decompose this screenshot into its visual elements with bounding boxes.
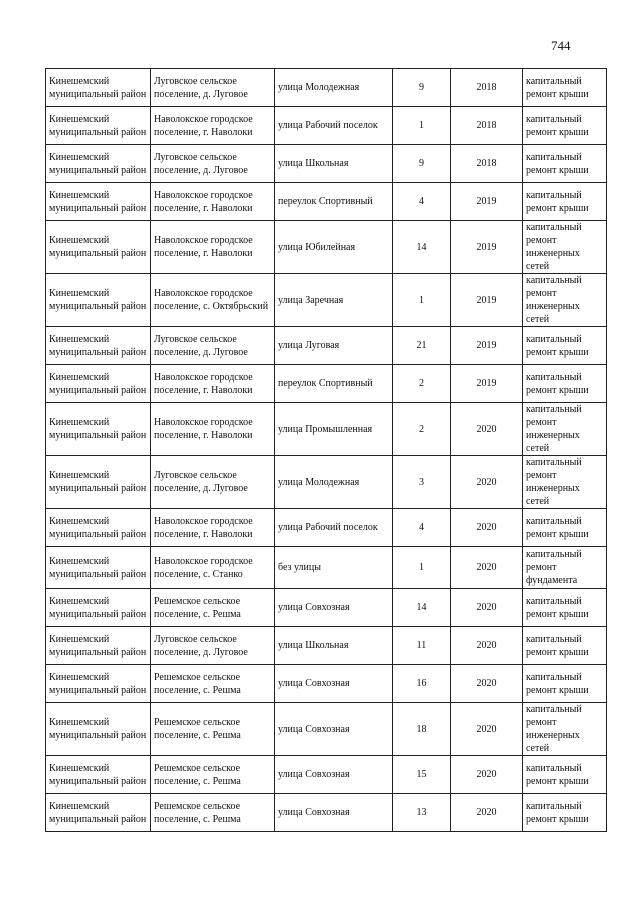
street-cell: улица Школьная: [275, 627, 393, 665]
house-number-cell: 11: [393, 627, 451, 665]
settlement-cell: Наволокское городское поселение, г. Наволоки: [151, 365, 275, 403]
settlement-cell: Луговское сельское поселение, д. Луговое: [151, 327, 275, 365]
district-cell: Кинешемский муниципальный район: [46, 145, 151, 183]
district-cell: Кинешемский муниципальный район: [46, 589, 151, 627]
settlement-cell: Решемское сельское поселение, с. Решма: [151, 589, 275, 627]
settlement-cell: Решемское сельское поселение, с. Решма: [151, 794, 275, 832]
district-cell: Кинешемский муниципальный район: [46, 756, 151, 794]
table-row: [46, 365, 607, 403]
work-type-cell: капитальный ремонт инженерных сетей: [523, 221, 607, 274]
settlement-cell: Решемское сельское поселение, с. Решма: [151, 665, 275, 703]
year-cell: 2020: [451, 627, 523, 665]
year-cell: 2020: [451, 509, 523, 547]
page-number: 744: [551, 38, 571, 53]
house-number-cell: 3: [393, 456, 451, 509]
year-cell: 2019: [451, 274, 523, 327]
table-row: [46, 107, 607, 145]
year-cell: 2020: [451, 665, 523, 703]
house-number-cell: 18: [393, 703, 451, 756]
district-cell: Кинешемский муниципальный район: [46, 221, 151, 274]
year-cell: 2018: [451, 69, 523, 107]
settlement-cell: Решемское сельское поселение, с. Решма: [151, 703, 275, 756]
year-cell: 2020: [451, 403, 523, 456]
street-cell: улица Заречная: [275, 274, 393, 327]
settlement-cell: Наволокское городское поселение, г. Наволоки: [151, 107, 275, 145]
work-type-cell: капитальный ремонт крыши: [523, 509, 607, 547]
house-number-cell: 14: [393, 589, 451, 627]
year-cell: 2018: [451, 107, 523, 145]
table-row: [46, 794, 607, 832]
year-cell: 2020: [451, 794, 523, 832]
street-cell: улица Луговая: [275, 327, 393, 365]
district-cell: Кинешемский муниципальный район: [46, 547, 151, 589]
street-cell: улица Юбилейная: [275, 221, 393, 274]
street-cell: без улицы: [275, 547, 393, 589]
house-number-cell: 9: [393, 69, 451, 107]
year-cell: 2020: [451, 703, 523, 756]
house-number-cell: 4: [393, 183, 451, 221]
work-type-cell: капитальный ремонт инженерных сетей: [523, 274, 607, 327]
settlement-cell: Наволокское городское поселение, г. Наволоки: [151, 403, 275, 456]
settlement-cell: Наволокское городское поселение, с. Октябрьский: [151, 274, 275, 327]
table-body: [46, 69, 607, 832]
street-cell: улица Рабочий поселок: [275, 509, 393, 547]
district-cell: Кинешемский муниципальный район: [46, 274, 151, 327]
table-row: [46, 665, 607, 703]
table-row: [46, 69, 607, 107]
house-number-cell: 16: [393, 665, 451, 703]
table-row: [46, 221, 607, 274]
district-cell: Кинешемский муниципальный район: [46, 365, 151, 403]
settlement-cell: Луговское сельское поселение, д. Луговое: [151, 456, 275, 509]
district-cell: Кинешемский муниципальный район: [46, 69, 151, 107]
work-type-cell: капитальный ремонт крыши: [523, 589, 607, 627]
district-cell: Кинешемский муниципальный район: [46, 703, 151, 756]
district-cell: Кинешемский муниципальный район: [46, 627, 151, 665]
street-cell: улица Совхозная: [275, 703, 393, 756]
district-cell: Кинешемский муниципальный район: [46, 327, 151, 365]
year-cell: 2019: [451, 183, 523, 221]
house-number-cell: 4: [393, 509, 451, 547]
settlement-cell: Решемское сельское поселение, с. Решма: [151, 756, 275, 794]
table-row: [46, 183, 607, 221]
table-row: [46, 589, 607, 627]
district-cell: Кинешемский муниципальный район: [46, 183, 151, 221]
work-type-cell: капитальный ремонт крыши: [523, 183, 607, 221]
house-number-cell: 1: [393, 547, 451, 589]
street-cell: улица Молодежная: [275, 69, 393, 107]
house-number-cell: 21: [393, 327, 451, 365]
work-type-cell: капитальный ремонт инженерных сетей: [523, 456, 607, 509]
street-cell: улица Совхозная: [275, 589, 393, 627]
work-type-cell: капитальный ремонт фундамента: [523, 547, 607, 589]
street-cell: переулок Спортивный: [275, 183, 393, 221]
settlement-cell: Наволокское городское поселение, г. Наволоки: [151, 509, 275, 547]
work-type-cell: капитальный ремонт крыши: [523, 365, 607, 403]
year-cell: 2020: [451, 756, 523, 794]
work-type-cell: капитальный ремонт крыши: [523, 756, 607, 794]
house-number-cell: 2: [393, 365, 451, 403]
street-cell: улица Совхозная: [275, 794, 393, 832]
district-cell: Кинешемский муниципальный район: [46, 403, 151, 456]
year-cell: 2019: [451, 327, 523, 365]
house-number-cell: 15: [393, 756, 451, 794]
settlement-cell: Луговское сельское поселение, д. Луговое: [151, 145, 275, 183]
settlement-cell: Луговское сельское поселение, д. Луговое: [151, 69, 275, 107]
housing-repair-table: [45, 68, 607, 832]
table-row: [46, 145, 607, 183]
work-type-cell: капитальный ремонт инженерных сетей: [523, 703, 607, 756]
street-cell: улица Совхозная: [275, 756, 393, 794]
settlement-cell: Наволокское городское поселение, г. Наволоки: [151, 221, 275, 274]
house-number-cell: 1: [393, 107, 451, 145]
work-type-cell: капитальный ремонт крыши: [523, 665, 607, 703]
street-cell: улица Промышленная: [275, 403, 393, 456]
settlement-cell: Луговское сельское поселение, д. Луговое: [151, 627, 275, 665]
house-number-cell: 2: [393, 403, 451, 456]
work-type-cell: капитальный ремонт крыши: [523, 327, 607, 365]
year-cell: 2019: [451, 365, 523, 403]
street-cell: улица Рабочий поселок: [275, 107, 393, 145]
work-type-cell: капитальный ремонт крыши: [523, 69, 607, 107]
district-cell: Кинешемский муниципальный район: [46, 456, 151, 509]
year-cell: 2020: [451, 589, 523, 627]
district-cell: Кинешемский муниципальный район: [46, 107, 151, 145]
district-cell: Кинешемский муниципальный район: [46, 665, 151, 703]
work-type-cell: капитальный ремонт крыши: [523, 145, 607, 183]
street-cell: улица Совхозная: [275, 665, 393, 703]
house-number-cell: 13: [393, 794, 451, 832]
table-row: [46, 274, 607, 327]
settlement-cell: Наволокское городское поселение, с. Станко: [151, 547, 275, 589]
district-cell: Кинешемский муниципальный район: [46, 509, 151, 547]
table-row: [46, 756, 607, 794]
table-row: [46, 509, 607, 547]
year-cell: 2019: [451, 221, 523, 274]
work-type-cell: капитальный ремонт крыши: [523, 794, 607, 832]
street-cell: улица Школьная: [275, 145, 393, 183]
year-cell: 2018: [451, 145, 523, 183]
table-row: [46, 403, 607, 456]
house-number-cell: 1: [393, 274, 451, 327]
work-type-cell: капитальный ремонт крыши: [523, 107, 607, 145]
settlement-cell: Наволокское городское поселение, г. Наволоки: [151, 183, 275, 221]
year-cell: 2020: [451, 456, 523, 509]
street-cell: переулок Спортивный: [275, 365, 393, 403]
table-row: [46, 703, 607, 756]
table-row: [46, 456, 607, 509]
year-cell: 2020: [451, 547, 523, 589]
table-row: [46, 547, 607, 589]
table-row: [46, 327, 607, 365]
house-number-cell: 9: [393, 145, 451, 183]
house-number-cell: 14: [393, 221, 451, 274]
work-type-cell: капитальный ремонт крыши: [523, 627, 607, 665]
street-cell: улица Молодежная: [275, 456, 393, 509]
table-row: [46, 627, 607, 665]
work-type-cell: капитальный ремонт инженерных сетей: [523, 403, 607, 456]
district-cell: Кинешемский муниципальный район: [46, 794, 151, 832]
